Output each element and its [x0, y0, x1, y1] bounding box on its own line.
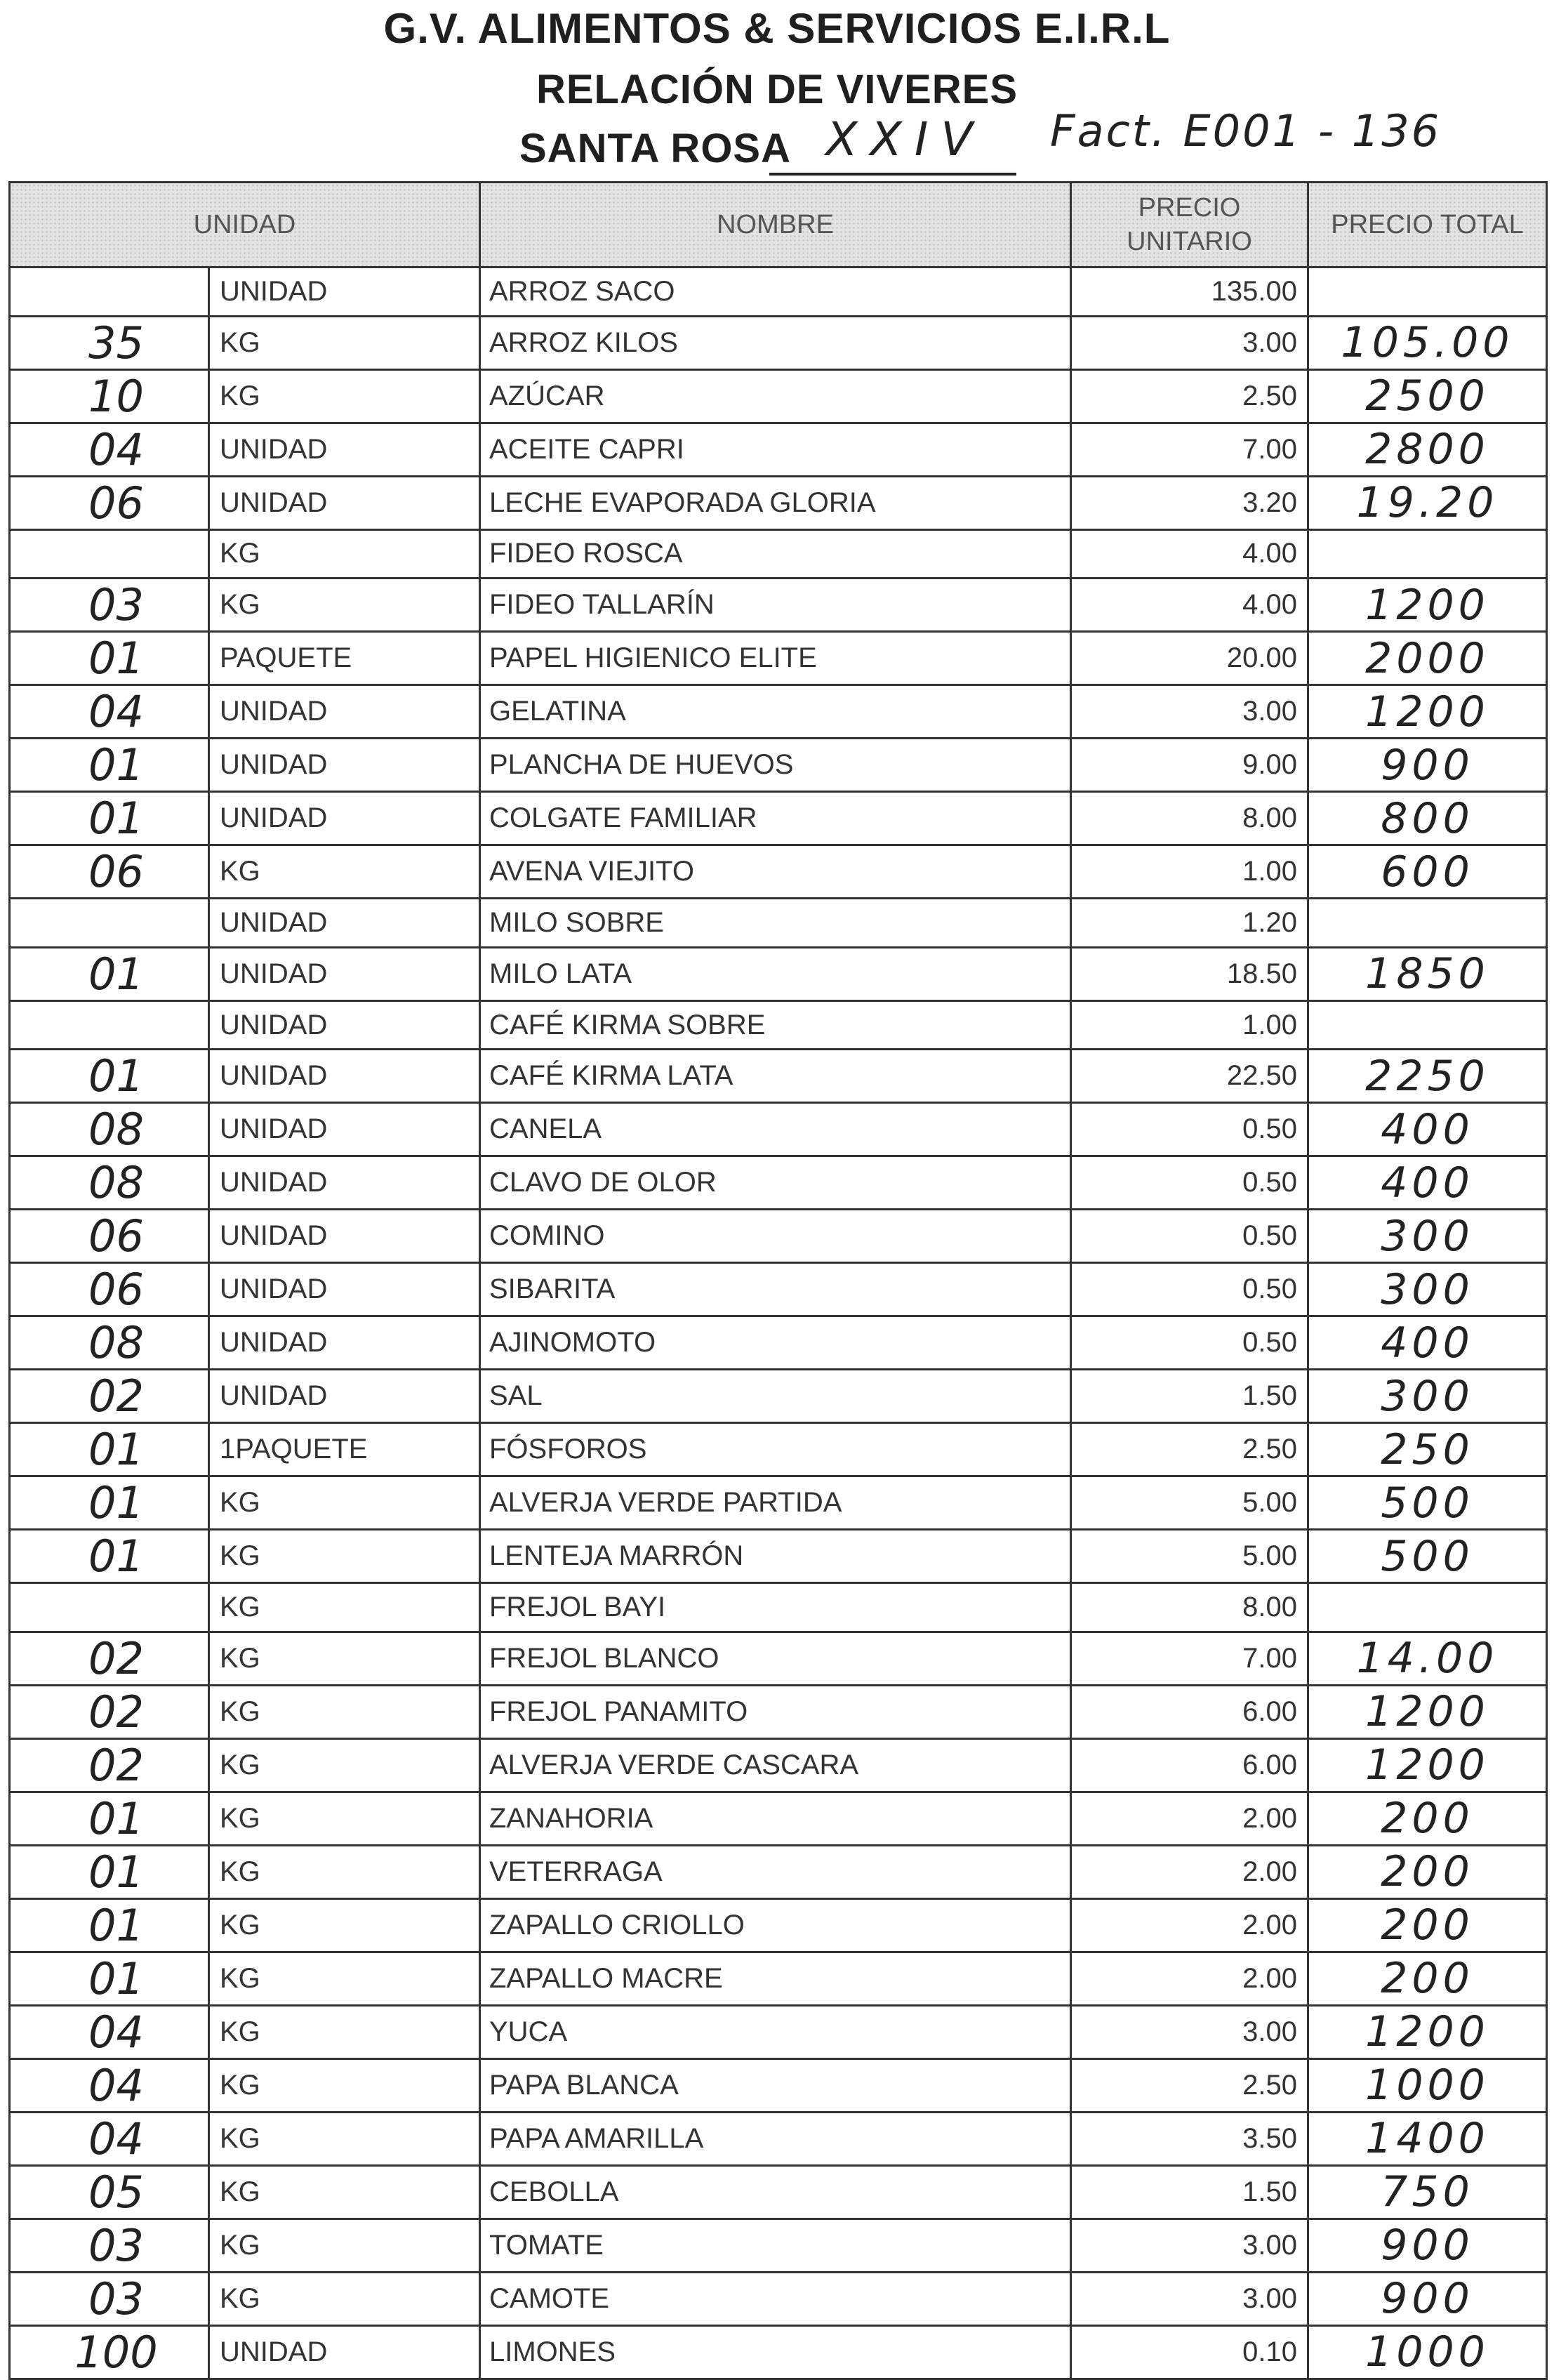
- unit-price: 1.00: [1071, 1000, 1308, 1050]
- quantity-handwritten: 01: [10, 1792, 209, 1845]
- unit-cell: KG: [209, 1952, 480, 2005]
- unit-cell: KG: [209, 2165, 480, 2219]
- unit-cell: KG: [209, 1583, 480, 1632]
- quantity-handwritten: 06: [10, 845, 209, 899]
- quantity-handwritten: 08: [10, 1103, 209, 1156]
- total-price-handwritten: 1000: [1308, 2058, 1547, 2112]
- total-price-handwritten: 900: [1308, 739, 1547, 792]
- total-price-handwritten: 2000: [1308, 632, 1547, 685]
- table-row: [10, 1792, 1547, 1845]
- table-row: [10, 1156, 1547, 1210]
- total-price-handwritten: 1200: [1308, 685, 1547, 739]
- total-price-handwritten: 500: [1308, 1530, 1547, 1583]
- unit-cell: KG: [209, 2272, 480, 2325]
- table-row: [10, 1103, 1547, 1156]
- total-price-handwritten: 2500: [1308, 369, 1547, 423]
- product-name: LIMONES: [480, 2325, 1071, 2379]
- quantity-handwritten: 06: [10, 1263, 209, 1316]
- quantity-handwritten: 01: [10, 792, 209, 845]
- unit-cell: UNIDAD: [209, 1103, 480, 1156]
- total-price-handwritten: 400: [1308, 1156, 1547, 1210]
- product-name: CAMOTE: [480, 2272, 1071, 2325]
- total-price-handwritten: 1000: [1308, 2325, 1547, 2379]
- table-row: [10, 2058, 1547, 2112]
- header-unit: UNIDAD: [10, 183, 480, 267]
- location-underline: [769, 173, 1016, 176]
- quantity-handwritten: 01: [10, 1898, 209, 1952]
- table-row: [10, 739, 1547, 792]
- quantity-handwritten: 04: [10, 2112, 209, 2165]
- document-title: RELACIÓN DE VIVERES: [536, 67, 1018, 112]
- total-price-handwritten: [1308, 1000, 1547, 1050]
- table-row: [10, 2272, 1547, 2325]
- total-price-handwritten: [1308, 267, 1547, 317]
- product-name: AVENA VIEJITO: [480, 845, 1071, 899]
- quantity-handwritten: 01: [10, 1845, 209, 1898]
- unit-cell: UNIDAD: [209, 1263, 480, 1316]
- unit-cell: KG: [209, 1530, 480, 1583]
- header-unit-price: [1071, 183, 1308, 267]
- unit-price: 1.00: [1071, 845, 1308, 899]
- quantity-handwritten: 04: [10, 685, 209, 739]
- product-name: PAPEL HIGIENICO ELITE: [480, 632, 1071, 685]
- total-price-handwritten: 14.00: [1308, 1632, 1547, 1685]
- table-row: [10, 267, 1547, 317]
- total-price-handwritten: 200: [1308, 1792, 1547, 1845]
- quantity-handwritten: 01: [10, 1952, 209, 2005]
- table-row: [10, 1685, 1547, 1738]
- unit-price: 3.00: [1071, 2219, 1308, 2272]
- table-row: [10, 1263, 1547, 1316]
- table-row: [10, 1583, 1547, 1632]
- table-row: [10, 1952, 1547, 2005]
- unit-cell: UNIDAD: [209, 1316, 480, 1370]
- unit-price: 1.20: [1071, 899, 1308, 948]
- quantity-handwritten: 01: [10, 1050, 209, 1103]
- quantity-handwritten: 02: [10, 1370, 209, 1423]
- unit-price: 20.00: [1071, 632, 1308, 685]
- product-name: FREJOL BLANCO: [480, 1632, 1071, 1685]
- unit-price: 4.00: [1071, 579, 1308, 632]
- total-price-handwritten: 1200: [1308, 2005, 1547, 2058]
- total-price-handwritten: 400: [1308, 1316, 1547, 1370]
- quantity-handwritten: 04: [10, 2005, 209, 2058]
- quantity-handwritten: 02: [10, 1738, 209, 1792]
- unit-cell: UNIDAD: [209, 476, 480, 529]
- unit-cell: KG: [209, 2005, 480, 2058]
- quantity-handwritten: 100: [10, 2325, 209, 2379]
- quantity-handwritten: 04: [10, 2058, 209, 2112]
- unit-cell: UNIDAD: [209, 1000, 480, 1050]
- product-name: LECHE EVAPORADA GLORIA: [480, 476, 1071, 529]
- header-total-price: PRECIO TOTAL: [1308, 183, 1547, 267]
- unit-cell: KG: [209, 1632, 480, 1685]
- unit-price: 7.00: [1071, 423, 1308, 476]
- total-price-handwritten: 19.20: [1308, 476, 1547, 529]
- unit-price: 135.00: [1071, 267, 1308, 317]
- product-name: CANELA: [480, 1103, 1071, 1156]
- product-name: PAPA AMARILLA: [480, 2112, 1071, 2165]
- unit-price: 2.50: [1071, 2058, 1308, 2112]
- table-row: [10, 947, 1547, 1000]
- unit-cell: KG: [209, 579, 480, 632]
- quantity-handwritten: [10, 899, 209, 948]
- product-name: FREJOL PANAMITO: [480, 1685, 1071, 1738]
- total-price-handwritten: 300: [1308, 1263, 1547, 1316]
- unit-price: 0.50: [1071, 1263, 1308, 1316]
- unit-cell: KG: [209, 2219, 480, 2272]
- quantity-handwritten: 01: [10, 947, 209, 1000]
- total-price-handwritten: 750: [1308, 2165, 1547, 2219]
- unit-price: 8.00: [1071, 792, 1308, 845]
- quantity-handwritten: 01: [10, 1476, 209, 1530]
- unit-price: 1.50: [1071, 2165, 1308, 2219]
- unit-cell: 1PAQUETE: [209, 1423, 480, 1476]
- total-price-handwritten: 300: [1308, 1370, 1547, 1423]
- quantity-handwritten: 01: [10, 739, 209, 792]
- total-price-handwritten: 1200: [1308, 1738, 1547, 1792]
- unit-cell: KG: [209, 1792, 480, 1845]
- product-name: CAFÉ KIRMA SOBRE: [480, 1000, 1071, 1050]
- total-price-handwritten: 2250: [1308, 1050, 1547, 1103]
- table-row: [10, 685, 1547, 739]
- unit-cell: KG: [209, 369, 480, 423]
- unit-cell: KG: [209, 2058, 480, 2112]
- table-row: [10, 1898, 1547, 1952]
- quantity-handwritten: 01: [10, 632, 209, 685]
- product-name: FREJOL BAYI: [480, 1583, 1071, 1632]
- unit-price: 0.50: [1071, 1316, 1308, 1370]
- product-name: COLGATE FAMILIAR: [480, 792, 1071, 845]
- table-row: [10, 899, 1547, 948]
- total-price-handwritten: 800: [1308, 792, 1547, 845]
- quantity-handwritten: 03: [10, 579, 209, 632]
- unit-cell: UNIDAD: [209, 423, 480, 476]
- unit-price: 3.20: [1071, 476, 1308, 529]
- unit-cell: UNIDAD: [209, 899, 480, 948]
- unit-price: 3.00: [1071, 685, 1308, 739]
- provisions-table: [8, 181, 1548, 2380]
- table-row: [10, 423, 1547, 476]
- product-name: FÓSFOROS: [480, 1423, 1071, 1476]
- table-row: [10, 529, 1547, 579]
- unit-price: 2.00: [1071, 1952, 1308, 2005]
- table-row: [10, 2219, 1547, 2272]
- table-row: [10, 579, 1547, 632]
- unit-cell: UNIDAD: [209, 685, 480, 739]
- unit-price: 6.00: [1071, 1685, 1308, 1738]
- product-name: ALVERJA VERDE PARTIDA: [480, 1476, 1071, 1530]
- table-row: [10, 632, 1547, 685]
- company-name: G.V. ALIMENTOS & SERVICIOS E.I.R.L: [383, 5, 1171, 52]
- quantity-handwritten: 06: [10, 1210, 209, 1263]
- total-price-handwritten: 400: [1308, 1103, 1547, 1156]
- total-price-handwritten: [1308, 529, 1547, 579]
- header-name: NOMBRE: [480, 183, 1071, 267]
- unit-cell: UNIDAD: [209, 739, 480, 792]
- unit-price: 3.50: [1071, 2112, 1308, 2165]
- quantity-handwritten: 05: [10, 2165, 209, 2219]
- product-name: ALVERJA VERDE CASCARA: [480, 1738, 1071, 1792]
- unit-price: 8.00: [1071, 1583, 1308, 1632]
- unit-cell: KG: [209, 1898, 480, 1952]
- total-price-handwritten: 200: [1308, 1845, 1547, 1898]
- product-name: LENTEJA MARRÓN: [480, 1530, 1071, 1583]
- unit-price: 2.00: [1071, 1792, 1308, 1845]
- unit-cell: UNIDAD: [209, 1370, 480, 1423]
- header-unit-price-text: PRECIO UNITARIO: [1127, 193, 1252, 256]
- quantity-handwritten: 03: [10, 2272, 209, 2325]
- table-row: [10, 369, 1547, 423]
- unit-price: 0.50: [1071, 1103, 1308, 1156]
- table-row: [10, 1210, 1547, 1263]
- quantity-handwritten: 08: [10, 1316, 209, 1370]
- product-name: FIDEO TALLARÍN: [480, 579, 1071, 632]
- unit-cell: UNIDAD: [209, 792, 480, 845]
- product-name: ZANAHORIA: [480, 1792, 1071, 1845]
- table-row: [10, 1000, 1547, 1050]
- total-price-handwritten: 900: [1308, 2219, 1547, 2272]
- table-row: [10, 1632, 1547, 1685]
- unit-cell: UNIDAD: [209, 1050, 480, 1103]
- product-name: TOMATE: [480, 2219, 1071, 2272]
- product-name: SIBARITA: [480, 1263, 1071, 1316]
- unit-cell: KG: [209, 529, 480, 579]
- unit-price: 9.00: [1071, 739, 1308, 792]
- unit-price: 3.00: [1071, 316, 1308, 369]
- quantity-handwritten: [10, 529, 209, 579]
- quantity-handwritten: 04: [10, 423, 209, 476]
- product-name: SAL: [480, 1370, 1071, 1423]
- product-name: CEBOLLA: [480, 2165, 1071, 2219]
- table-row: [10, 845, 1547, 899]
- unit-price: 5.00: [1071, 1476, 1308, 1530]
- unit-cell: UNIDAD: [209, 267, 480, 317]
- location-label: SANTA ROSA: [519, 126, 791, 171]
- table-row: [10, 2325, 1547, 2379]
- unit-cell: UNIDAD: [209, 1210, 480, 1263]
- table-row: [10, 1476, 1547, 1530]
- product-name: AJINOMOTO: [480, 1316, 1071, 1370]
- unit-price: 7.00: [1071, 1632, 1308, 1685]
- unit-price: 3.00: [1071, 2005, 1308, 2058]
- table-row: [10, 1845, 1547, 1898]
- table-row: [10, 1423, 1547, 1476]
- total-price-handwritten: 1850: [1308, 947, 1547, 1000]
- total-price-handwritten: 200: [1308, 1952, 1547, 2005]
- unit-cell: KG: [209, 1845, 480, 1898]
- table-row: [10, 1530, 1547, 1583]
- total-price-handwritten: 300: [1308, 1210, 1547, 1263]
- product-name: CAFÉ KIRMA LATA: [480, 1050, 1071, 1103]
- document-header: [0, 0, 1554, 183]
- product-name: ARROZ SACO: [480, 267, 1071, 317]
- product-name: MILO LATA: [480, 947, 1071, 1000]
- total-price-handwritten: 105.00: [1308, 316, 1547, 369]
- total-price-handwritten: 1200: [1308, 1685, 1547, 1738]
- unit-price: 2.00: [1071, 1898, 1308, 1952]
- product-name: MILO SOBRE: [480, 899, 1071, 948]
- product-name: GELATINA: [480, 685, 1071, 739]
- quantity-handwritten: 06: [10, 476, 209, 529]
- table-row: [10, 1738, 1547, 1792]
- quantity-handwritten: 02: [10, 1685, 209, 1738]
- quantity-handwritten: [10, 1000, 209, 1050]
- invoice-note-handwritten: Fact. E001 - 136: [1050, 105, 1442, 157]
- unit-price: 0.10: [1071, 2325, 1308, 2379]
- product-name: FIDEO ROSCA: [480, 529, 1071, 579]
- total-price-handwritten: 600: [1308, 845, 1547, 899]
- unit-price: 2.50: [1071, 1423, 1308, 1476]
- table-row: [10, 792, 1547, 845]
- unit-price: 1.50: [1071, 1370, 1308, 1423]
- total-price-handwritten: 1200: [1308, 579, 1547, 632]
- total-price-handwritten: 500: [1308, 1476, 1547, 1530]
- unit-cell: UNIDAD: [209, 947, 480, 1000]
- table-row: [10, 1050, 1547, 1103]
- quantity-handwritten: 35: [10, 316, 209, 369]
- quantity-handwritten: 02: [10, 1632, 209, 1685]
- unit-price: 2.50: [1071, 369, 1308, 423]
- unit-cell: KG: [209, 1476, 480, 1530]
- table-row: [10, 476, 1547, 529]
- product-name: ACEITE CAPRI: [480, 423, 1071, 476]
- product-name: COMINO: [480, 1210, 1071, 1263]
- product-name: YUCA: [480, 2005, 1071, 2058]
- quantity-handwritten: 01: [10, 1530, 209, 1583]
- total-price-handwritten: [1308, 899, 1547, 948]
- total-price-handwritten: 250: [1308, 1423, 1547, 1476]
- unit-cell: PAQUETE: [209, 632, 480, 685]
- unit-price: 18.50: [1071, 947, 1308, 1000]
- unit-cell: UNIDAD: [209, 2325, 480, 2379]
- unit-price: 5.00: [1071, 1530, 1308, 1583]
- quantity-handwritten: 01: [10, 1423, 209, 1476]
- unit-cell: UNIDAD: [209, 1156, 480, 1210]
- product-name: PLANCHA DE HUEVOS: [480, 739, 1071, 792]
- quantity-handwritten: [10, 267, 209, 317]
- total-price-handwritten: [1308, 1583, 1547, 1632]
- quantity-handwritten: 10: [10, 369, 209, 423]
- unit-cell: KG: [209, 316, 480, 369]
- product-name: AZÚCAR: [480, 369, 1071, 423]
- table-row: [10, 1316, 1547, 1370]
- total-price-handwritten: 200: [1308, 1898, 1547, 1952]
- quantity-handwritten: [10, 1583, 209, 1632]
- unit-price: 0.50: [1071, 1156, 1308, 1210]
- table-row: [10, 2005, 1547, 2058]
- unit-price: 6.00: [1071, 1738, 1308, 1792]
- table-row: [10, 1370, 1547, 1423]
- table-row: [10, 316, 1547, 369]
- unit-price: 0.50: [1071, 1210, 1308, 1263]
- product-name: ARROZ KILOS: [480, 316, 1071, 369]
- table-row: [10, 2112, 1547, 2165]
- unit-price: 3.00: [1071, 2272, 1308, 2325]
- product-name: PAPA BLANCA: [480, 2058, 1071, 2112]
- table-row: [10, 2165, 1547, 2219]
- quantity-handwritten: 03: [10, 2219, 209, 2272]
- unit-price: 2.00: [1071, 1845, 1308, 1898]
- location-number-handwritten: XXIV: [825, 112, 985, 166]
- product-name: VETERRAGA: [480, 1845, 1071, 1898]
- total-price-handwritten: 1400: [1308, 2112, 1547, 2165]
- table-header-row: [10, 183, 1547, 267]
- product-name: ZAPALLO MACRE: [480, 1952, 1071, 2005]
- unit-price: 22.50: [1071, 1050, 1308, 1103]
- unit-price: 4.00: [1071, 529, 1308, 579]
- total-price-handwritten: 900: [1308, 2272, 1547, 2325]
- total-price-handwritten: 2800: [1308, 423, 1547, 476]
- product-name: CLAVO DE OLOR: [480, 1156, 1071, 1210]
- unit-cell: KG: [209, 2112, 480, 2165]
- product-name: ZAPALLO CRIOLLO: [480, 1898, 1071, 1952]
- quantity-handwritten: 08: [10, 1156, 209, 1210]
- unit-cell: KG: [209, 1685, 480, 1738]
- unit-cell: KG: [209, 845, 480, 899]
- unit-cell: KG: [209, 1738, 480, 1792]
